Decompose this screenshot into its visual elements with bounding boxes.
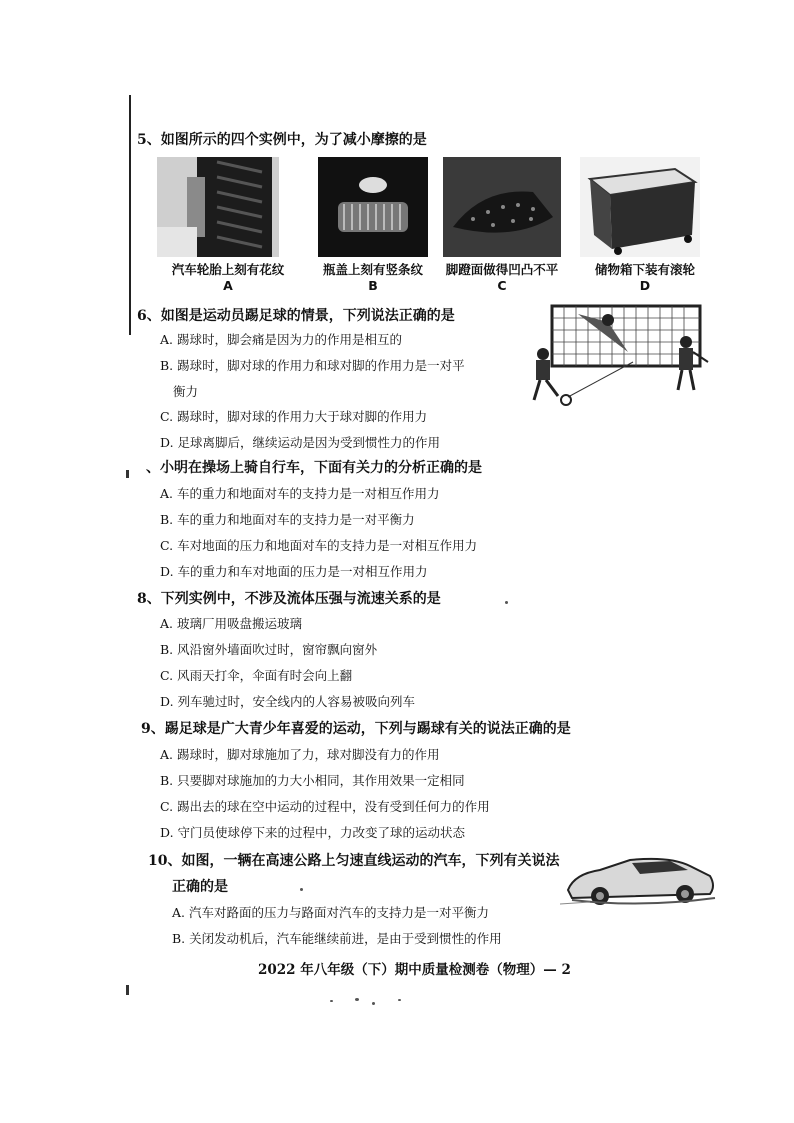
question-8-option-b: B. 风沿窗外墙面吹过时，窗帘飘向窗外 (160, 642, 378, 657)
question-8-option-a: A. 玻璃厂用吸盘搬运玻璃 (160, 616, 302, 631)
question-6-option-b-cont: 衡力 (173, 384, 199, 399)
option-a-caption: 汽车轮胎上刻有花纹 A (171, 262, 285, 293)
question-9-option-d: D. 守门员使球停下来的过程中，力改变了球的运动状态 (160, 825, 466, 840)
soccer-illustration (508, 302, 718, 410)
scan-speck (300, 888, 303, 891)
storage-box-image (580, 157, 700, 257)
question-7-option-b: B. 车的重力和地面对车的支持力是一对平衡力 (160, 512, 415, 527)
question-6-option-b: B. 踢球时，脚对球的作用力和球对脚的作用力是一对平 (160, 358, 465, 373)
question-9-option-a: A. 踢球时，脚对球施加了力，球对脚没有力的作用 (160, 747, 440, 762)
tire-image (157, 157, 279, 257)
margin-mark (126, 470, 129, 478)
car-illustration (560, 852, 720, 910)
question-7-option-c: C. 车对地面的压力和地面对车的支持力是一对相互作用力 (160, 538, 478, 553)
bottle-cap-photo (318, 157, 428, 257)
question-6-option-a: A. 踢球时，脚会痛是因为力的作用是相互的 (160, 332, 402, 347)
question-10-option-b: B. 关闭发动机后，汽车能继续前进，是由于受到惯性的作用 (172, 931, 502, 946)
question-8-option-d: D. 列车驰过时，安全线内的人容易被吸向列车 (160, 694, 416, 709)
question-6-option-d: D. 足球离脚后，继续运动是因为受到惯性力的作用 (160, 435, 441, 450)
scan-speck (330, 1000, 333, 1002)
question-9-stem: 9、踢足球是广大青少年喜爱的运动，下列与踢球有关的说法正确的是 (141, 721, 571, 737)
tire-photo (157, 157, 279, 257)
question-10-stem: 10、如图，一辆在高速公路上匀速直线运动的汽车，下列有关说法 (148, 853, 560, 869)
storage-box-photo (580, 157, 700, 257)
question-9-option-c: C. 踢出去的球在空中运动的过程中，没有受到任何力的作用 (160, 799, 490, 814)
question-5-stem: 5、如图所示的四个实例中，为了减小摩擦的是 (137, 132, 427, 148)
question-7-option-d: D. 车的重力和车对地面的压力是一对相互作用力 (160, 564, 428, 579)
page-footer: 2022 年八年级（下）期中质量检测卷（物理）— 2 (258, 962, 571, 978)
soccer-goal-image (508, 302, 718, 410)
scan-speck (505, 601, 508, 604)
question-10-option-a: A. 汽车对路面的压力与路面对汽车的支持力是一对平衡力 (172, 905, 489, 920)
question-9-option-b: B. 只要脚对球施加的力大小相同，其作用效果一定相同 (160, 773, 465, 788)
question-7-stem: 、小明在操场上骑自行车，下面有关力的分析正确的是 (146, 460, 482, 476)
question-6-option-c: C. 踢球时，脚对球的作用力大于球对脚的作用力 (160, 409, 428, 424)
question-7-option-a: A. 车的重力和地面对车的支持力是一对相互作用力 (160, 486, 440, 501)
question-6-stem: 6、如图是运动员踢足球的情景，下列说法正确的是 (137, 308, 455, 324)
scan-speck (355, 998, 359, 1001)
option-d-caption: 储物箱下装有滚轮 D (594, 262, 695, 293)
question-8-option-c: C. 风雨天打伞，伞面有时会向上翻 (160, 668, 353, 683)
car-image (560, 852, 720, 910)
margin-mark (126, 985, 129, 995)
bottle-cap-image (318, 157, 428, 257)
pedal-image (443, 157, 561, 257)
scan-speck (372, 1002, 375, 1005)
question-10-stem-cont: 正确的是 (172, 879, 228, 895)
option-c-caption: 脚蹬面做得凹凸不平 C (445, 262, 559, 293)
option-b-caption: 瓶盖上刻有竖条纹 B (322, 262, 423, 293)
pedal-photo (443, 157, 561, 257)
binding-margin-line (129, 95, 131, 335)
question-8-stem: 8、下列实例中，不涉及流体压强与流速关系的是 (137, 591, 441, 607)
scan-speck (398, 999, 401, 1001)
